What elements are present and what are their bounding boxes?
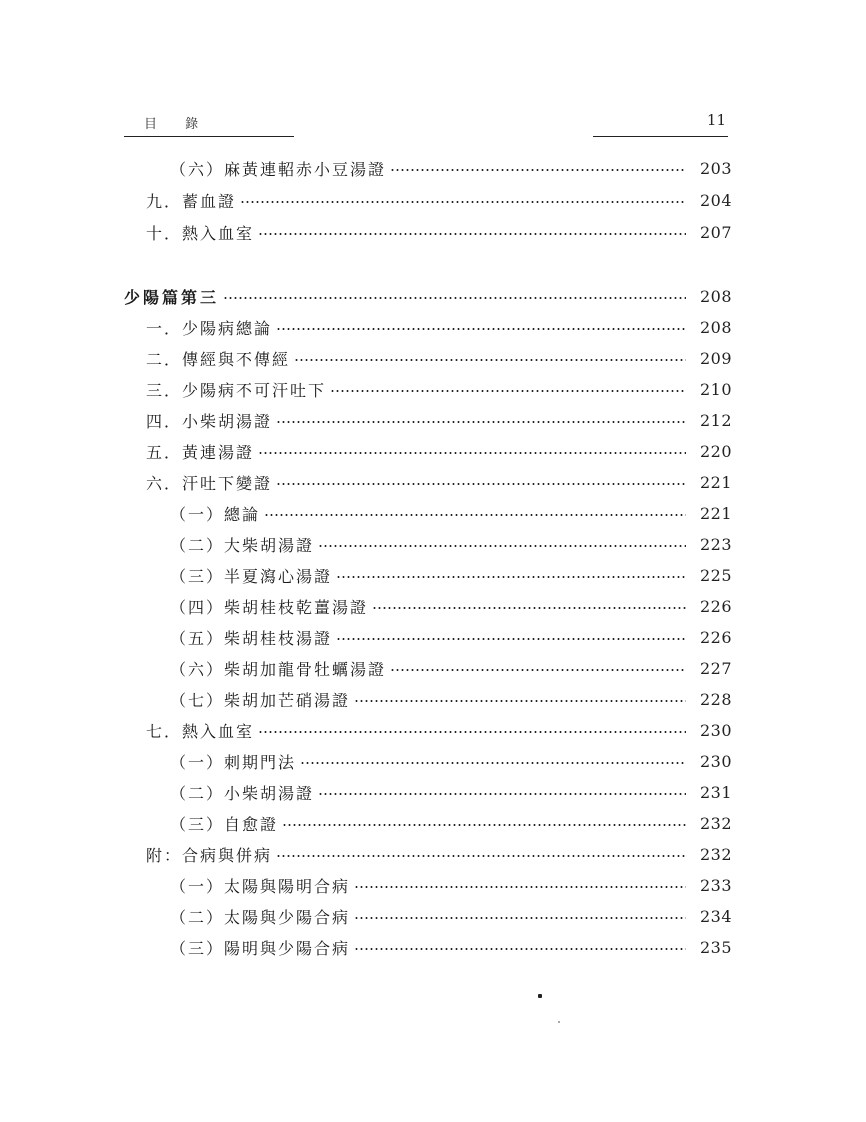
toc-entry [124, 809, 732, 837]
toc-entry-label: （五）柴胡桂枝湯證 [170, 628, 333, 648]
dot-leader [354, 948, 686, 950]
toc-entry-page: 232 [699, 844, 732, 864]
running-title: 目 錄 [144, 117, 211, 132]
dot-leader [276, 855, 686, 857]
toc-entry-label: （二）太陽與少陽合病 [170, 907, 351, 927]
toc-entry-label: 附：合病與併病 [146, 845, 273, 865]
toc-entry-page: 235 [699, 937, 732, 957]
toc-entry-label: （一）總論 [170, 504, 261, 524]
toc-entry-page: 230 [699, 720, 732, 740]
dot-leader [354, 700, 686, 702]
dot-leader [264, 514, 686, 516]
toc-entry [124, 902, 732, 930]
toc-entry [124, 592, 732, 620]
toc-entry [124, 437, 732, 465]
toc-entry [124, 778, 732, 806]
toc-entry-label: 四．小柴胡湯證 [146, 411, 273, 431]
toc-entry-label: （三）半夏瀉心湯證 [170, 566, 333, 586]
toc-chapter-entry [124, 282, 732, 310]
header-rule-left [124, 136, 294, 137]
toc-entry-page: 207 [699, 222, 732, 242]
toc-entry-label: （二）小柴胡湯證 [170, 783, 315, 803]
toc-entry-label: （一）刺期門法 [170, 752, 297, 772]
dot-leader [240, 201, 686, 203]
dot-leader [258, 233, 686, 235]
dot-leader [372, 607, 686, 609]
toc-entry [124, 623, 732, 651]
toc-entry [124, 871, 732, 899]
toc-entry [124, 561, 732, 589]
toc-entry-page: 208 [699, 286, 732, 306]
toc-entry-label: （七）柴胡加芒硝湯證 [170, 690, 351, 710]
toc-entry-label: （四）柴胡桂枝乾薑湯證 [170, 597, 369, 617]
toc-entry [124, 218, 732, 246]
toc-entry [124, 654, 732, 682]
toc-entry-label: 十．熱入血室 [146, 223, 255, 243]
toc-entry-label: 九．蓄血證 [146, 191, 237, 211]
scan-speck [538, 994, 542, 998]
toc-entry-page: 212 [699, 410, 732, 430]
dot-leader [294, 359, 686, 361]
toc-entry [124, 375, 732, 403]
toc-entry [124, 468, 732, 496]
toc-entry-page: 210 [699, 379, 732, 399]
toc-entry-page: 228 [699, 689, 732, 709]
toc-entry-label: 六．汗吐下變證 [146, 473, 273, 493]
toc-entry [124, 716, 732, 744]
toc-entry [124, 154, 732, 182]
toc-entry-page: 232 [699, 813, 732, 833]
toc-entry-label: 三．少陽病不可汗吐下 [146, 380, 327, 400]
page-header [124, 113, 728, 139]
toc-entry-label: 少陽篇第三 [124, 287, 220, 307]
toc-entry-page: 234 [699, 906, 732, 926]
dot-leader [354, 917, 686, 919]
dot-leader [276, 483, 686, 485]
toc-entry-page: 225 [699, 565, 732, 585]
toc-entry-page: 230 [699, 751, 732, 771]
dot-leader [336, 576, 686, 578]
toc-entry-page: 233 [699, 875, 732, 895]
page-number: 11 [706, 111, 726, 129]
toc-entry-page: 209 [699, 348, 732, 368]
toc-entry [124, 406, 732, 434]
toc-entry [124, 530, 732, 558]
toc-entry-label: （三）自愈證 [170, 814, 279, 834]
toc-entry-label: 二．傳經與不傳經 [146, 349, 291, 369]
dot-leader [336, 638, 686, 640]
dot-leader [354, 886, 686, 888]
dot-leader [300, 762, 686, 764]
toc-entry [124, 499, 732, 527]
scan-speck-faint [558, 1021, 560, 1023]
toc-entry [124, 344, 732, 372]
toc-entry-label: （六）柴胡加龍骨牡蠣湯證 [170, 659, 387, 679]
toc-entry-page: 221 [699, 503, 732, 523]
toc-entry-page: 227 [699, 658, 732, 678]
dot-leader [276, 421, 686, 423]
toc-entry [124, 933, 732, 961]
toc-entry-page: 231 [699, 782, 732, 802]
toc-entry-page: 204 [699, 190, 732, 210]
toc-entry-page: 220 [699, 441, 732, 461]
dot-leader [390, 169, 686, 171]
toc-entry-label: （一）太陽與陽明合病 [170, 876, 351, 896]
toc-entry-label: 七．熱入血室 [146, 721, 255, 741]
dot-leader [390, 669, 686, 671]
dot-leader [318, 793, 686, 795]
toc-entry [124, 747, 732, 775]
toc-entry-page: 226 [699, 627, 732, 647]
dot-leader [258, 452, 686, 454]
dot-leader [223, 297, 686, 299]
toc-entry-page: 221 [699, 472, 732, 492]
toc-entry-label: 一．少陽病總論 [146, 318, 273, 338]
dot-leader [318, 545, 686, 547]
dot-leader [276, 328, 686, 330]
toc-entry-label: （六）麻黃連軺赤小豆湯證 [170, 159, 387, 179]
toc-entry [124, 840, 732, 868]
toc-entry [124, 186, 732, 214]
dot-leader [282, 824, 686, 826]
toc-entry-page: 223 [699, 534, 732, 554]
dot-leader [330, 390, 686, 392]
toc-entry-label: 五．黃連湯證 [146, 442, 255, 462]
toc-entry-label: （三）陽明與少陽合病 [170, 938, 351, 958]
toc-entry-page: 226 [699, 596, 732, 616]
toc-entry-page: 203 [699, 158, 732, 178]
toc-entry [124, 313, 732, 341]
dot-leader [258, 731, 686, 733]
header-rule-right [593, 136, 728, 137]
toc-entry-label: （二）大柴胡湯證 [170, 535, 315, 555]
toc-entry-page: 208 [699, 317, 732, 337]
toc-entry [124, 685, 732, 713]
